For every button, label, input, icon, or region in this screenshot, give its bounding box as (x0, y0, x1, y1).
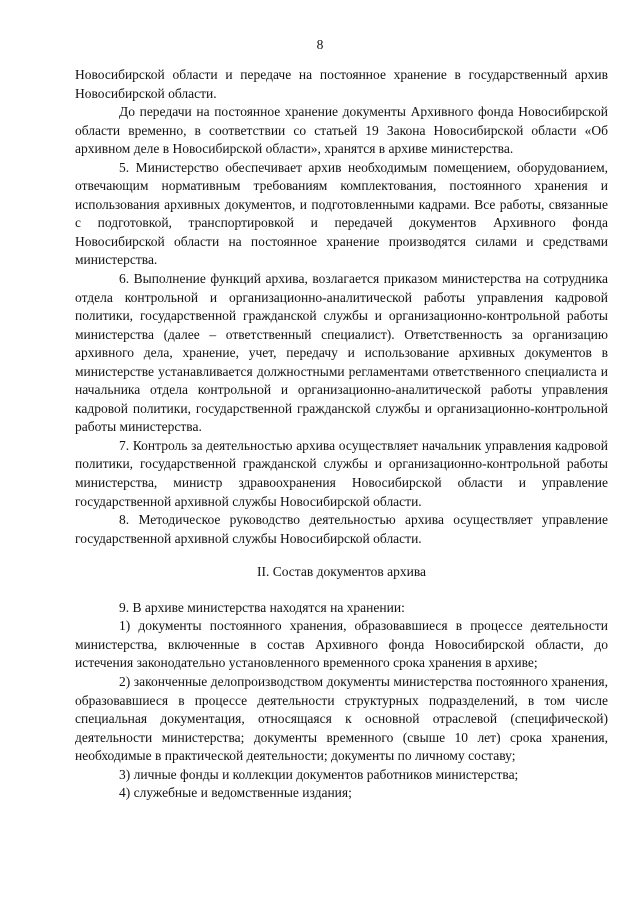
page-number: 8 (316, 37, 324, 52)
section-heading: II. Состав документов архива (256, 564, 427, 580)
document-body (75, 66, 608, 803)
list-item-4: 4) служебные и ведомственные издания; (119, 785, 352, 801)
paragraph-continuation: Новосибирской области и передаче на постоянное хранение в государственный архив Новосибирской области. (75, 67, 608, 101)
paragraph-item-5: 5. Министерство обеспечивает архив необходимым помещением, оборудованием, отвечающим нормативным требованиям комплектования, постоянного хранения и использования архивных документов, и подготовленными кадрами. Все работы, связанные с подготовкой, транспортировкой и передачей документов Архивного фонда Новосибирской области на постоянное хранение производятся силами и средствами министерства. (75, 159, 608, 268)
paragraph-temporary-storage: До передачи на постоянное хранение документы Архивного фонда Новосибирской области временно, в соответствии со статьей 19 Закона Новосибирской области «Об архивном деле в Новосибирской области», хранятся в архиве министерства. (75, 104, 608, 157)
paragraph-item-7: 7. Контроль за деятельностью архива осуществляет начальник управления кадровой политики, государственной гражданской службы и организационно-контрольной работы министерства, министр здравоохранения Новосибирской области и управление государственной архивной службы Новосибирской области. (75, 437, 608, 509)
paragraph-item-6: 6. Выполнение функций архива, возлагается приказом министерства на сотрудника отдела контрольной и организационно-аналитической работы управления кадровой политики, государственной гражданской службы и организационно-контрольной работы министерства (далее – ответственный специалист). Ответственность за организацию архивного дела, хранение, учет, передачу и использование архивных документов в министерстве устанавливается должностными регламентами ответственного специалиста и начальника отдела контрольной и организационно-аналитической работы управления кадровой политики, государственной гражданской службы и организационно-контрольной работы министерства. (75, 271, 608, 435)
paragraph-item-9: 9. В архиве министерства находятся на хранении: (119, 599, 405, 615)
list-item-3: 3) личные фонды и коллекции документов работников министерства; (119, 766, 519, 782)
list-item-2: 2) законченные делопроизводством документы министерства постоянного хранения, образовавшиеся в процессе деятельности структурных подразделений, в том числе специальная документация, относящаяся к основной отраслевой (специфической) деятельности министерства; документы временного (свыше 10 лет) срока хранения, необходимые в практической деятельности; документы по личному составу; (75, 673, 608, 764)
list-item-1: 1) документы постоянного хранения, образовавшиеся в процессе деятельности министерства, включенные в состав Архивного фонда Новосибирской области, до истечения законодательно установленного временного срока хранения в архиве; (75, 618, 608, 671)
paragraph-item-8: 8. Методическое руководство деятельностью архива осуществляет управление государственной архивной службы Новосибирской области. (75, 512, 608, 546)
